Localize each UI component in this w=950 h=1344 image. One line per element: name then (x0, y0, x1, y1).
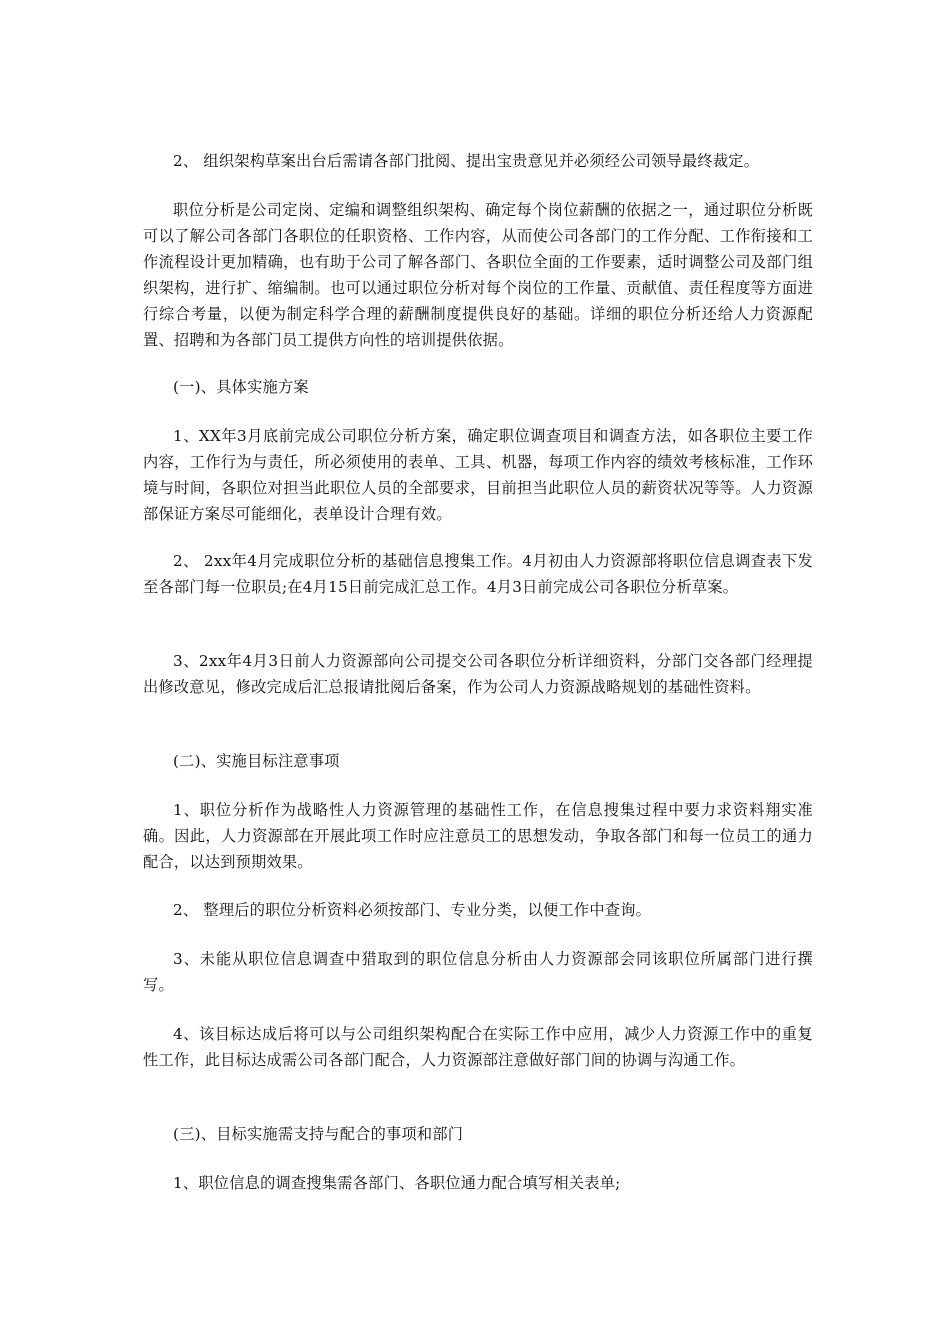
paragraph-note-4: 4、该目标达成后将可以与公司组织架构配合在实际工作中应用，减少人力资源工作中的重复性工作，此目标达成需公司各部门配合，人力资源部注意做好部门间的协调与沟通工作。 (143, 1025, 813, 1069)
paragraph-plan-step-1: 1、XX年3月底前完成公司职位分析方案，确定职位调查项目和调查方法，如各职位主要工作内容，工作行为与责任，所必须使用的表单、工具、机器，每项工作内容的绩效考核标准，工作环境与时间，各职位对担当此职位人员的全部要求，目前担当此职位人员的薪资状况等等。人力资源部保证方案尽可能细化，表单设计合理有效。 (143, 427, 813, 523)
section-heading-notes: (二)、实施目标注意事项 (173, 752, 340, 770)
paragraph-note-1: 1、职位分析作为战略性人力资源管理的基础性工作，在信息搜集过程中要力求资料翔实准确。因此，人力资源部在开展此项工作时应注意员工的思想发动，争取各部门和每一位员工的通力配合，以达到预期效果。 (143, 801, 813, 871)
paragraph-org-draft-approval: 2、 组织架构草案出台后需请各部门批阅、提出宝贵意见并必须经公司领导最终裁定。 (173, 152, 760, 170)
paragraph-note-2: 2、 整理后的职位分析资料必须按部门、专业分类，以便工作中查询。 (173, 901, 652, 919)
paragraph-job-analysis-intro: 职位分析是公司定岗、定编和调整组织架构、确定每个岗位薪酬的依据之一，通过职位分析既可以了解公司各部门各职位的任职资格、工作内容，从而使公司各部门的工作分配、工作衔接和工作流程设计更加精确，也有助于公司了解各部门、各职位全面的工作要素，适时调整公司及部门组织架构，进行扩、缩编制。也可以通过职位分析对每个岗位的工作量、贡献值、责任程度等方面进行综合考量，以便为制定科学合理的薪酬制度提供良好的基础。详细的职位分析还给人力资源配置、招聘和为各部门员工提供方向性的培训提供依据。 (143, 201, 813, 349)
paragraph-note-3: 3、未能从职位信息调查中猎取到的职位信息分析由人力资源部会同该职位所属部门进行撰写。 (143, 950, 813, 994)
section-heading-implementation-plan: (一)、具体实施方案 (173, 378, 309, 396)
paragraph-plan-step-3: 3、2xx年4月3日前人力资源部向公司提交公司各职位分析详细资料，分部门交各部门经理提出修改意见，修改完成后汇总报请批阅后备案，作为公司人力资源战略规划的基础性资料。 (143, 652, 813, 696)
section-heading-support: (三)、目标实施需支持与配合的事项和部门 (173, 1125, 464, 1143)
paragraph-plan-step-2: 2、 2xx年4月完成职位分析的基础信息搜集工作。4月初由人力资源部将职位信息调查表下发至各部门每一位职员;在4月15日前完成汇总工作。4月3日前完成公司各职位分析草案。 (143, 552, 813, 596)
paragraph-support-1: 1、职位信息的调查搜集需各部门、各职位通力配合填写相关表单; (173, 1174, 621, 1192)
